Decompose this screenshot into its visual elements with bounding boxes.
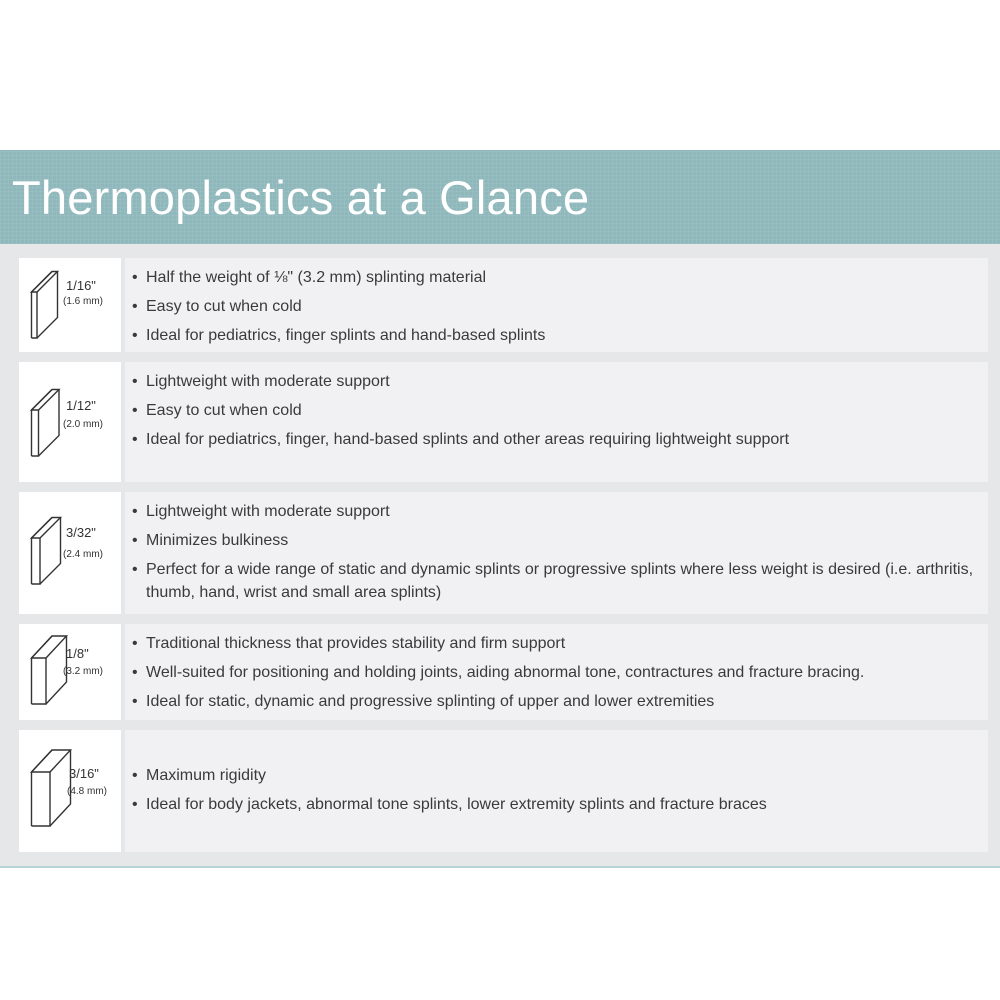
- features-list-container: [125, 624, 988, 720]
- thickness-label: 1/8": [66, 646, 89, 661]
- thickness-label: 3/32": [66, 525, 96, 540]
- features-list-container: [125, 258, 988, 352]
- thickness-illustration: [19, 258, 121, 352]
- thickness-label: 1/12": [66, 398, 96, 413]
- thickness-row-3-16: [19, 730, 988, 852]
- features-list-container: [125, 362, 988, 482]
- thickness-illustration: [19, 362, 121, 482]
- thickness-row-3-32: [19, 492, 988, 614]
- list-item: • Traditional thickness that provides stability and firm support: [125, 632, 978, 656]
- list-item: • Perfect for a wide range of static and dynamic splints or progressive splints where less weight is desired (i.e. arthritis, thumb, hand, wrist and small area splints): [125, 558, 978, 604]
- features-list: [125, 764, 988, 817]
- features-list: [125, 632, 988, 714]
- list-item: • Minimizes bulkiness: [125, 529, 978, 553]
- thickness-illustration: [19, 624, 121, 720]
- thickness-label: 3/16": [69, 766, 99, 781]
- thermoplastics-panel: [0, 150, 1000, 868]
- title-banner: [0, 150, 1000, 244]
- thickness-row-1-12: [19, 362, 988, 482]
- thickness-label: 1/16": [66, 278, 96, 293]
- page-title: Thermoplastics at a Glance: [12, 171, 590, 224]
- list-item: • Ideal for static, dynamic and progressive splinting of upper and lower extremities: [125, 690, 978, 714]
- features-list: [125, 266, 988, 348]
- features-list: [125, 370, 988, 452]
- list-item: • Ideal for body jackets, abnormal tone splints, lower extremity splints and fracture braces: [125, 793, 978, 817]
- features-list-container: [125, 730, 988, 852]
- list-item: • Ideal for pediatrics, finger splints and hand-based splints: [125, 324, 978, 348]
- list-item: • Lightweight with moderate support: [125, 370, 978, 394]
- list-item: • Lightweight with moderate support: [125, 500, 978, 524]
- metric-label: (1.6 mm): [63, 296, 103, 307]
- list-item: • Ideal for pediatrics, finger, hand-based splints and other areas requiring lightweight support: [125, 428, 978, 452]
- features-list: [125, 500, 988, 604]
- thickness-illustration: [19, 730, 121, 852]
- list-item: • Easy to cut when cold: [125, 399, 978, 423]
- list-item: • Half the weight of ⅛" (3.2 mm) splinting material: [125, 266, 978, 290]
- metric-label: (2.4 mm): [63, 549, 103, 560]
- thickness-row-1-16: [19, 258, 988, 352]
- thickness-illustration: [19, 492, 121, 614]
- list-item: • Easy to cut when cold: [125, 295, 978, 319]
- metric-label: (4.8 mm): [67, 786, 107, 797]
- metric-label: (3.2 mm): [63, 666, 103, 677]
- list-item: • Well-suited for positioning and holding joints, aiding abnormal tone, contractures and fracture bracing.: [125, 661, 978, 685]
- metric-label: (2.0 mm): [63, 419, 103, 430]
- features-list-container: [125, 492, 988, 614]
- thickness-row-1-8: [19, 624, 988, 720]
- list-item: • Maximum rigidity: [125, 764, 978, 788]
